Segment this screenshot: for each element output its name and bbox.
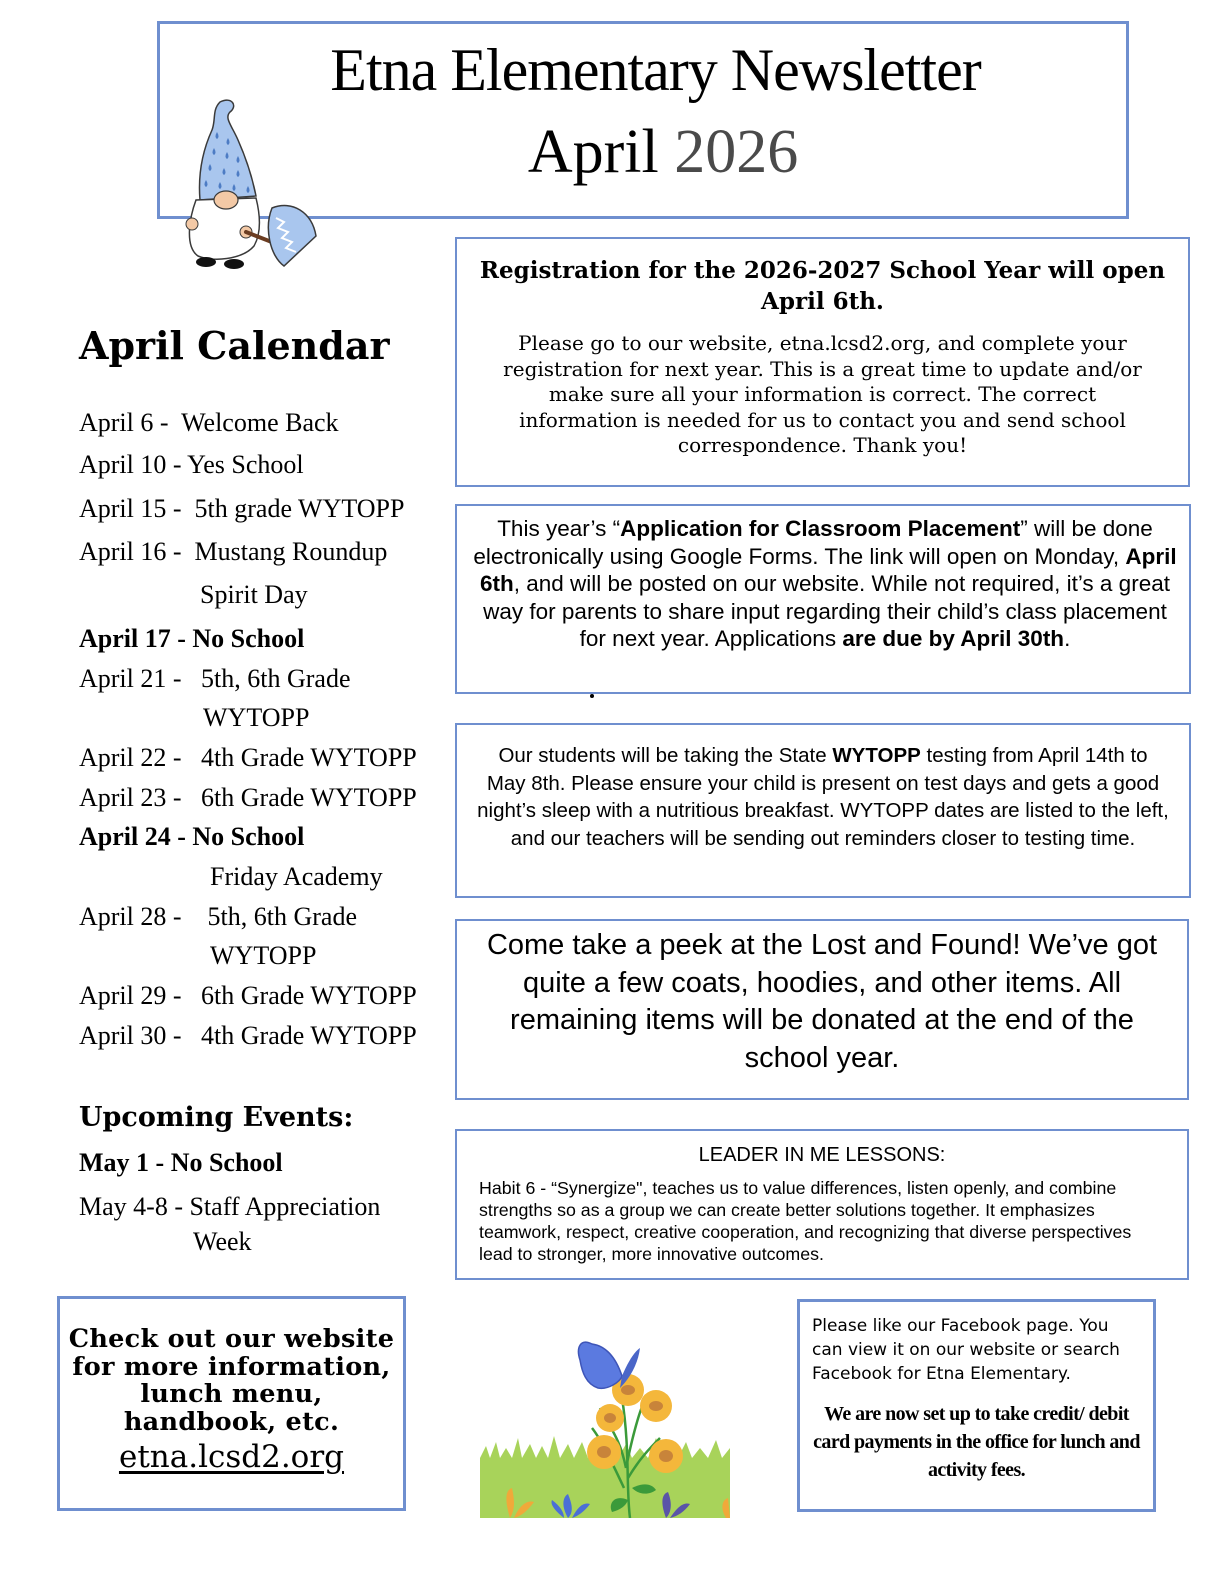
website-link[interactable]: etna.lcsd2.org xyxy=(118,1439,345,1475)
calendar-date: April 16 - xyxy=(79,537,189,566)
lost-and-found-notice xyxy=(455,919,1189,1100)
calendar-date: April 21 - xyxy=(79,664,189,693)
calendar-event: 5th, 6th Grade xyxy=(188,902,358,931)
calendar-event: 6th Grade WYTOPP xyxy=(188,981,417,1010)
calendar-event: 4th Grade WYTOPP xyxy=(188,1021,417,1050)
calendar-item xyxy=(79,494,404,524)
calendar-event: 5th grade WYTOPP xyxy=(188,494,405,523)
calendar-event-continuation: Friday Academy xyxy=(210,862,383,891)
calendar-date: April 29 - xyxy=(79,981,189,1010)
leader-title: LEADER IN ME LESSONS: xyxy=(698,1144,946,1166)
calendar-event: 4th Grade WYTOPP xyxy=(188,743,417,772)
calendar-event: No School xyxy=(192,822,305,851)
calendar-item xyxy=(79,743,417,773)
calendar-event-continuation: Spirit Day xyxy=(200,580,308,609)
title-month: April xyxy=(527,118,659,186)
calendar-item xyxy=(79,902,357,932)
calendar-item xyxy=(79,408,339,438)
wytopp-body xyxy=(477,742,1169,852)
calendar-date: April 6 - xyxy=(79,408,176,437)
calendar-date: April 17 - xyxy=(79,624,193,653)
upcoming-event-continuation: Week xyxy=(193,1227,252,1256)
facebook-text: Please like our Facebook page. You can view it on our website or search Facebook for Etna Elementary. xyxy=(812,1316,1120,1384)
wytopp-name: WYTOPP xyxy=(832,744,921,767)
placement-text: ” will be done electronically using Google Forms. The link will open on Monday, xyxy=(473,516,1153,569)
calendar-date: April 28 - xyxy=(79,902,189,931)
upcoming-events-title: Upcoming Events: xyxy=(79,1102,354,1133)
registration-notice xyxy=(455,237,1190,487)
placement-body xyxy=(467,515,1183,653)
classroom-placement-notice xyxy=(455,504,1191,694)
wytopp-testing-notice xyxy=(455,723,1191,898)
placement-open-date: April 6th xyxy=(480,543,1177,597)
butterfly-flowers-icon xyxy=(480,1318,730,1518)
newsletter-title: Etna Elementary Newsletter xyxy=(330,37,981,103)
card-payments-text: We are now set up to take credit/ debit card payments in the office for lunch and activity fees. xyxy=(813,1403,1140,1481)
calendar-event: No School xyxy=(192,624,305,653)
website-callout xyxy=(57,1296,406,1511)
calendar-event: Yes School xyxy=(187,450,304,479)
placement-text: This year’s “ xyxy=(497,516,621,541)
upcoming-event: May 4-8 - Staff Appreciation xyxy=(79,1192,381,1221)
calendar-item xyxy=(79,1021,417,1051)
calendar-event: 6th Grade WYTOPP xyxy=(188,783,417,812)
calendar-item xyxy=(79,822,304,852)
calendar-event-continuation: WYTOPP xyxy=(203,703,310,732)
calendar-title: April Calendar xyxy=(79,323,390,368)
calendar-item xyxy=(79,981,417,1011)
facebook-payments-callout xyxy=(797,1299,1156,1512)
placement-form-name: Application for Classroom Placement xyxy=(620,516,1021,541)
calendar-date: April 15 - xyxy=(79,494,189,523)
calendar-item xyxy=(79,450,304,480)
wytopp-text: testing from April 14th to May 8th. Please ensure your child is present on test days and gets a good night’s sleep with a nutritious breakfast. WYTOPP dates are listed to the left, and our teachers will be sending out reminders closer to testing time. xyxy=(477,744,1169,850)
calendar-item xyxy=(79,537,387,567)
website-callout-text: Check out our website for more information, lunch menu, handbook, etc. xyxy=(68,1324,395,1437)
leader-in-me-notice xyxy=(455,1129,1189,1280)
placement-text: , and will be posted on our website. While not required, it’s a great way for parents to share input regarding their child’s class placement for next year. Applications xyxy=(483,571,1170,652)
leader-body: Habit 6 - “Synergize", teaches us to value differences, listen openly, and combine strengths so as a group we can create better solutions together. It emphasizes teamwork, respect, creative cooperation, and recognizing that diverse perspectives lead to stronger, more innovative outcomes. xyxy=(479,1178,1132,1264)
calendar-date: April 23 - xyxy=(79,783,189,812)
calendar-event-continuation: WYTOPP xyxy=(210,941,317,970)
calendar-date: April 10 - xyxy=(79,450,188,479)
registration-heading: Registration for the 2026-2027 School Year will open April 6th. xyxy=(479,257,1166,315)
calendar-item xyxy=(79,783,417,813)
placement-due-date: are due by April 30th xyxy=(842,626,1065,652)
stray-dot xyxy=(590,694,594,698)
gnome-with-umbrella-icon xyxy=(172,96,318,272)
upcoming-event: May 1 - No School xyxy=(79,1148,283,1177)
calendar-event: Welcome Back xyxy=(175,408,339,437)
calendar-item xyxy=(79,624,304,654)
calendar-date: April 22 - xyxy=(79,743,189,772)
title-year: 2026 xyxy=(674,118,799,186)
placement-text: . xyxy=(1064,626,1071,652)
calendar-date: April 24 - xyxy=(79,822,193,851)
calendar-item xyxy=(79,664,351,694)
registration-body: Please go to our website, etna.lcsd2.org, and complete your registration for next year. This is a great time to update and/or make sure all your information is correct. The correct information is needed for us to contact you and send school correspondence. Thank you! xyxy=(503,331,1142,457)
calendar-date: April 30 - xyxy=(79,1021,189,1050)
calendar-event: 5th, 6th Grade xyxy=(188,664,351,693)
wytopp-text: Our students will be taking the State xyxy=(498,744,833,767)
calendar-event: Mustang Roundup xyxy=(188,537,388,566)
lost-and-found-body: Come take a peek at the Lost and Found! We’ve got quite a few coats, hoodies, and other items. All remaining items will be donated at the end of the school year. xyxy=(486,929,1158,1074)
